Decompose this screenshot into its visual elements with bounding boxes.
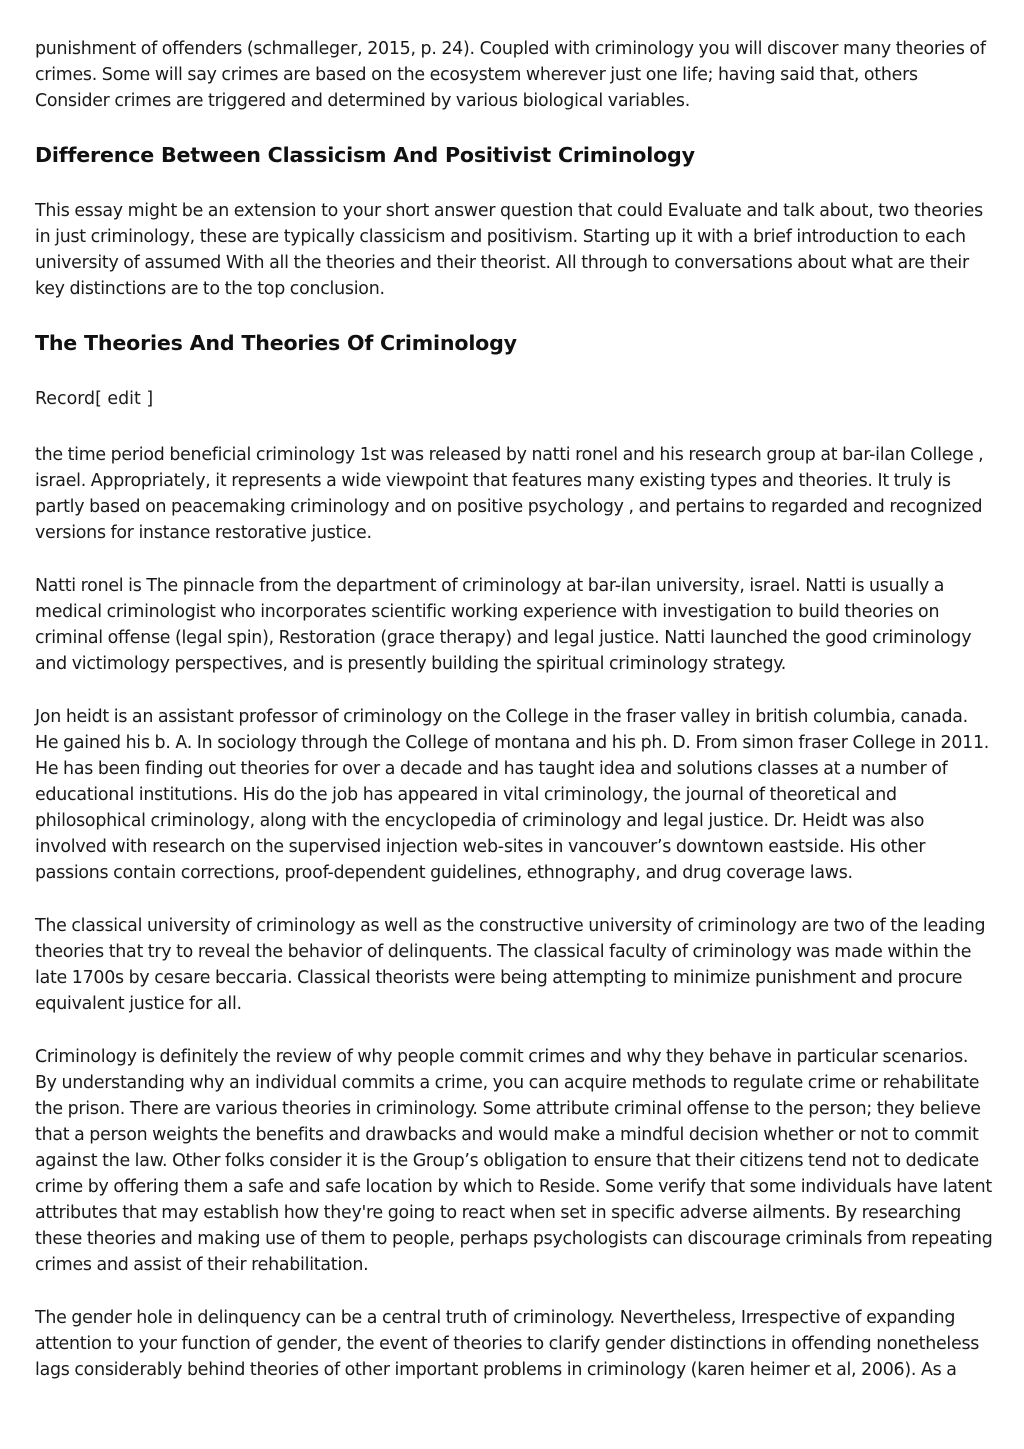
jon-heidt-paragraph: Jon heidt is an assistant professor of criminology on the College in the fraser valley in british columbia, canada. He gained his b. A. In sociology through the College of montana and his ph. D. From simon fraser College in 2011. He has been finding out theories for over a decade and has taught idea and solutions classes at a number of educational institutions. His do the job has appeared in vital criminology, the journal of theoretical and philosophical criminology, along with the encyclopedia of criminology and legal justice. Dr. Heidt was also involved with research on the supervised injection web-sites in vancouver’s downtown eastside. His other passions contain corrections, proof-dependent guidelines, ethnography, and drug coverage laws. xyxy=(35,707,990,883)
intro-paragraph: punishment of offenders (schmalleger, 2015, p. 24). Coupled with criminology you will discover many theories of crimes. Some will say crimes are based on the ecosystem wherever just one life; having said that, others Consider crimes are triggered and determined by various biological variables. xyxy=(35,39,986,111)
gender-gap-paragraph: The gender hole in delinquency can be a central truth of criminology. Nevertheless, Irrespective of expanding attention to your function of gender, the event of theories to clarify gender distinctions in offending nonetheless lags considerably behind theories of other important problems in criminology (karen heimer et al, 2006). As a xyxy=(35,1308,980,1380)
document-body xyxy=(35,36,993,1410)
criminology-review-paragraph: Criminology is definitely the review of why people commit crimes and why they behave in particular scenarios. By understanding why an individual commits a crime, you can acquire methods to regulate crime or rehabilitate the prison. There are various theories in criminology. Some attribute criminal offense to the person; they believe that a person weights the benefits and drawbacks and would make a mindful decision whether or not to commit against the law. Other folks consider it is the Group’s obligation to ensure that their citizens tend not to dedicate crime by offering them a safe and safe location by which to Reside. Some verify that some individuals have latent attributes that may establish how they're going to react when set in specific adverse ailments. By researching these theories and making use of them to people, perhaps psychologists can discourage criminals from repeating crimes and assist of their rehabilitation. xyxy=(35,1047,993,1275)
section-heading-classicism-positivism: Difference Between Classicism And Positivist Criminology xyxy=(35,143,695,167)
classical-university-paragraph: The classical university of criminology as well as the constructive university of criminology are two of the leading theories that try to reveal the behavior of delinquents. The classical faculty of criminology was made within the late 1700s by cesare beccaria. Classical theorists were being attempting to minimize punishment and procure equivalent justice for all. xyxy=(35,916,986,1014)
section-heading-theories: The Theories And Theories Of Criminology xyxy=(35,331,517,355)
essay-extension-paragraph: This essay might be an extension to your short answer question that could Evaluate and talk about, two theories in just criminology, these are typically classicism and positivism. Starting up it with a brief introduction to each university of assumed With all the theories and their theorist. All through to conversations about what are their key distinctions are to the top conclusion. xyxy=(35,201,983,299)
record-edit-line: Record[ edit ] xyxy=(35,389,154,409)
natti-ronel-paragraph: Natti ronel is The pinnacle from the department of criminology at bar-ilan university, israel. Natti is usually a medical criminologist who incorporates scientific working experience with investigation to build theories on criminal offense (legal spin), Restoration (grace therapy) and legal justice. Natti launched the good criminology and victimology perspectives, and is presently building the spiritual criminology strategy. xyxy=(35,576,972,674)
positive-criminology-paragraph: the time period beneficial criminology 1st was released by natti ronel and his research group at bar-ilan College , israel. Appropriately, it represents a wide viewpoint that features many existing types and theories. It truly is partly based on peacemaking criminology and on positive psychology , and pertains to regarded and recognized versions for instance restorative justice. xyxy=(35,445,984,543)
